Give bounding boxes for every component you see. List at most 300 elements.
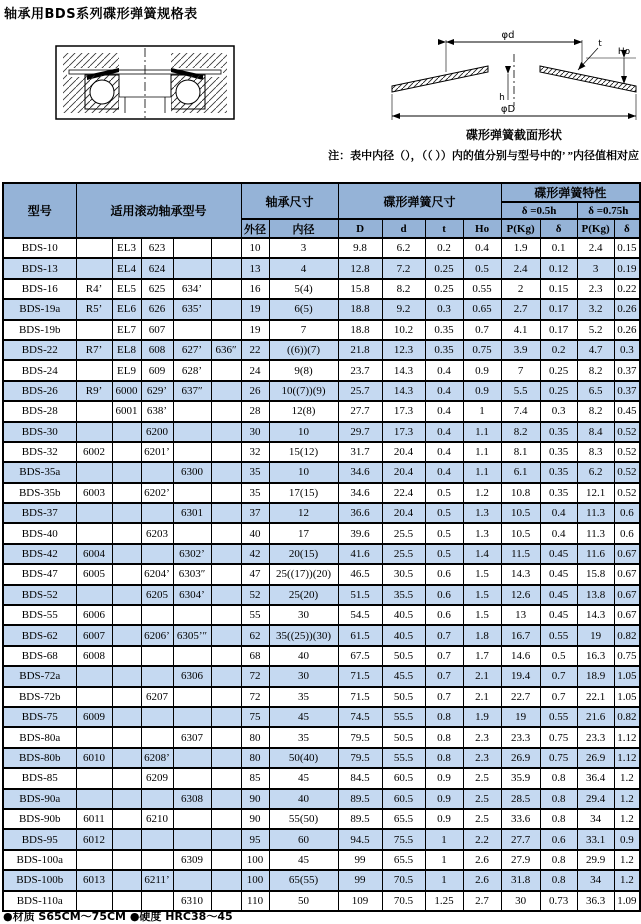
cell-inner-dia: 15(12): [269, 442, 338, 462]
cell-model: BDS-40: [3, 523, 76, 543]
cell-delta-075h: 0.67: [614, 564, 640, 584]
cell-app5: [211, 748, 241, 768]
cell-model: BDS-75: [3, 707, 76, 727]
cell-Ho: 1.7: [463, 646, 501, 666]
cell-outer-dia: 16: [241, 279, 269, 299]
cell-D: 18.8: [338, 299, 382, 319]
cell-app5: [211, 789, 241, 809]
cell-app2: [112, 462, 141, 482]
cell-Ho: 2.5: [463, 809, 501, 829]
cell-delta-075h: 1.2: [614, 809, 640, 829]
cell-app3: [141, 707, 173, 727]
cell-D: 99: [338, 850, 382, 870]
cell-inner-dia: 45: [269, 850, 338, 870]
cell-delta-05h: 0.45: [540, 564, 577, 584]
cell-app5: [211, 768, 241, 788]
cell-outer-dia: 40: [241, 523, 269, 543]
cell-model: BDS-19b: [3, 320, 76, 340]
cell-app5: [211, 829, 241, 849]
cell-P-05h: 2.4: [501, 258, 540, 278]
cell-delta-05h: 0.75: [540, 727, 577, 747]
cell-inner-dia: 25((17))(20): [269, 564, 338, 584]
cell-delta-05h: 0.35: [540, 462, 577, 482]
cell-app2: EL5: [112, 279, 141, 299]
cell-P-075h: 11.3: [577, 523, 614, 543]
header-model: 型号: [3, 183, 76, 238]
dim-label-t: t: [598, 39, 602, 49]
cell-delta-05h: 0.8: [540, 870, 577, 890]
cell-d: 50.5: [382, 687, 425, 707]
cell-app1: R9’: [76, 381, 112, 401]
cell-outer-dia: 13: [241, 258, 269, 278]
cell-D: 31.7: [338, 442, 382, 462]
cell-P-075h: 12.1: [577, 483, 614, 503]
cell-inner-dia: 45: [269, 768, 338, 788]
header-delta-075h: δ =0.75h: [577, 202, 640, 219]
cell-model: BDS-100b: [3, 870, 76, 890]
cell-app4: 627’: [173, 340, 211, 360]
cell-model: BDS-110a: [3, 891, 76, 911]
cell-model: BDS-80a: [3, 727, 76, 747]
cell-app3: [141, 503, 173, 523]
cell-app5: [211, 523, 241, 543]
cell-app5: [211, 687, 241, 707]
cell-delta-075h: 0.3: [614, 340, 640, 360]
cell-outer-dia: 110: [241, 891, 269, 911]
cell-app4: [173, 483, 211, 503]
cell-inner-dia: 10: [269, 462, 338, 482]
cell-outer-dia: 95: [241, 829, 269, 849]
cell-t: 0.7: [425, 666, 463, 686]
cell-inner-dia: 10: [269, 422, 338, 442]
cell-app4: [173, 768, 211, 788]
header-delta-05h: δ =0.5h: [501, 202, 577, 219]
cell-inner-dia: 65(55): [269, 870, 338, 890]
cell-outer-dia: 19: [241, 299, 269, 319]
cell-delta-05h: 0.3: [540, 401, 577, 421]
table-row: [3, 401, 640, 421]
cell-P-05h: 2: [501, 279, 540, 299]
cell-Ho: 1.5: [463, 585, 501, 605]
cell-d: 7.2: [382, 258, 425, 278]
cell-app2: [112, 850, 141, 870]
cell-app2: [112, 442, 141, 462]
cell-app1: [76, 727, 112, 747]
cell-delta-075h: 0.6: [614, 523, 640, 543]
cell-D: 15.8: [338, 279, 382, 299]
cell-D: 67.5: [338, 646, 382, 666]
cell-D: 12.8: [338, 258, 382, 278]
cell-delta-075h: 0.75: [614, 646, 640, 666]
cell-t: 1: [425, 870, 463, 890]
cell-app1: [76, 850, 112, 870]
cell-app4: [173, 238, 211, 258]
cell-app1: [76, 768, 112, 788]
cell-outer-dia: 62: [241, 625, 269, 645]
cell-inner-dia: 40: [269, 646, 338, 666]
cell-P-075h: 26.9: [577, 748, 614, 768]
cell-delta-05h: 0.1: [540, 238, 577, 258]
cell-model: BDS-90b: [3, 809, 76, 829]
cell-app2: [112, 666, 141, 686]
cell-D: 29.7: [338, 422, 382, 442]
cell-inner-dia: 50(40): [269, 748, 338, 768]
cell-P-075h: 22.1: [577, 687, 614, 707]
cell-app3: [141, 829, 173, 849]
cell-app1: 6008: [76, 646, 112, 666]
table-row: [3, 646, 640, 666]
cell-delta-05h: 0.17: [540, 320, 577, 340]
header-delta-075h-col: δ: [614, 219, 640, 238]
cell-delta-075h: 0.67: [614, 544, 640, 564]
cell-t: 0.7: [425, 625, 463, 645]
cell-outer-dia: 37: [241, 503, 269, 523]
cell-delta-075h: 0.6: [614, 503, 640, 523]
cell-app3: 6209: [141, 768, 173, 788]
cell-app4: [173, 523, 211, 543]
cell-D: 34.6: [338, 483, 382, 503]
cell-inner-dia: 45: [269, 707, 338, 727]
cell-d: 10.2: [382, 320, 425, 340]
cell-delta-05h: 0.25: [540, 381, 577, 401]
cell-inner-dia: 35((25))(30): [269, 625, 338, 645]
cell-app2: [112, 503, 141, 523]
header-spring-characteristics: 碟形弹簧特性: [501, 183, 640, 202]
cell-model: BDS-26: [3, 381, 76, 401]
cell-d: 70.5: [382, 891, 425, 911]
cell-app3: 607: [141, 320, 173, 340]
cell-delta-05h: 0.6: [540, 829, 577, 849]
cell-D: 34.6: [338, 462, 382, 482]
cell-d: 65.5: [382, 850, 425, 870]
cell-P-075h: 16.3: [577, 646, 614, 666]
cell-t: 0.5: [425, 483, 463, 503]
cell-outer-dia: 19: [241, 320, 269, 340]
cell-app5: [211, 564, 241, 584]
cell-d: 75.5: [382, 829, 425, 849]
cell-inner-dia: 40: [269, 789, 338, 809]
cell-d: 50.5: [382, 646, 425, 666]
cell-P-05h: 10.8: [501, 483, 540, 503]
cell-app1: R4’: [76, 279, 112, 299]
table-row: [3, 381, 640, 401]
cell-delta-075h: 0.52: [614, 483, 640, 503]
cell-P-05h: 22.7: [501, 687, 540, 707]
cell-app4: 637″: [173, 381, 211, 401]
cell-t: 0.8: [425, 707, 463, 727]
header-spring-size: 碟形弹簧尺寸: [338, 183, 501, 219]
cell-outer-dia: 35: [241, 483, 269, 503]
cell-delta-05h: 0.55: [540, 625, 577, 645]
cell-t: 0.35: [425, 320, 463, 340]
cell-Ho: 1.9: [463, 707, 501, 727]
cell-outer-dia: 85: [241, 768, 269, 788]
cell-app2: [112, 564, 141, 584]
cell-P-075h: 3: [577, 258, 614, 278]
cell-Ho: 2.3: [463, 727, 501, 747]
cell-Ho: 1: [463, 401, 501, 421]
cell-outer-dia: 68: [241, 646, 269, 666]
cell-app1: [76, 585, 112, 605]
cell-delta-05h: 0.73: [540, 891, 577, 911]
cell-app2: [112, 870, 141, 890]
cell-app4: [173, 258, 211, 278]
cell-D: 109: [338, 891, 382, 911]
cell-app3: [141, 666, 173, 686]
cell-t: 0.25: [425, 279, 463, 299]
cell-P-05h: 7.4: [501, 401, 540, 421]
cell-app3: [141, 850, 173, 870]
cell-delta-05h: 0.35: [540, 422, 577, 442]
cell-P-075h: 34: [577, 809, 614, 829]
cell-d: 25.5: [382, 544, 425, 564]
cell-inner-dia: 25(20): [269, 585, 338, 605]
cell-delta-075h: 1.2: [614, 850, 640, 870]
cell-P-075h: 11.3: [577, 503, 614, 523]
table-row: [3, 544, 640, 564]
cell-Ho: 2.1: [463, 687, 501, 707]
cell-P-05h: 12.6: [501, 585, 540, 605]
cell-app1: 6009: [76, 707, 112, 727]
cell-P-05h: 1.9: [501, 238, 540, 258]
cell-delta-05h: 0.8: [540, 789, 577, 809]
cell-d: 50.5: [382, 727, 425, 747]
cell-Ho: 1.5: [463, 564, 501, 584]
table-row: [3, 299, 640, 319]
cell-d: 12.3: [382, 340, 425, 360]
table-row: [3, 870, 640, 890]
cell-outer-dia: 90: [241, 809, 269, 829]
cell-t: 0.4: [425, 462, 463, 482]
cell-app1: 6004: [76, 544, 112, 564]
cell-app3: 6203: [141, 523, 173, 543]
cell-app1: [76, 238, 112, 258]
cell-inner-dia: 3: [269, 238, 338, 258]
header-applicable-bearings: 适用滚动轴承型号: [76, 183, 241, 238]
cell-d: 8.2: [382, 279, 425, 299]
cell-app5: 636″: [211, 340, 241, 360]
cell-app5: [211, 544, 241, 564]
cell-t: 0.5: [425, 523, 463, 543]
cell-t: 0.6: [425, 564, 463, 584]
cell-app4: [173, 422, 211, 442]
cell-Ho: 1.5: [463, 605, 501, 625]
cell-app4: [173, 809, 211, 829]
table-note: 注：表中内径（），（（ ））内的值分别与型号中的’ ”内径值相对应: [328, 150, 639, 162]
cell-Ho: 0.9: [463, 360, 501, 380]
cell-inner-dia: 10((7))(9): [269, 381, 338, 401]
cell-app5: [211, 707, 241, 727]
cell-Ho: 0.75: [463, 340, 501, 360]
cell-delta-05h: 0.7: [540, 666, 577, 686]
cell-D: 39.6: [338, 523, 382, 543]
table-row: [3, 523, 640, 543]
cell-outer-dia: 52: [241, 585, 269, 605]
cell-inner-dia: 6(5): [269, 299, 338, 319]
cell-P-075h: 2.4: [577, 238, 614, 258]
cell-t: 0.5: [425, 544, 463, 564]
cell-model: BDS-19a: [3, 299, 76, 319]
cell-P-05h: 6.1: [501, 462, 540, 482]
cell-Ho: 2.7: [463, 891, 501, 911]
cell-delta-075h: 1.09: [614, 891, 640, 911]
cell-app5: [211, 299, 241, 319]
cell-outer-dia: 30: [241, 422, 269, 442]
cell-delta-075h: 0.26: [614, 299, 640, 319]
table-row: [3, 238, 640, 258]
cell-delta-075h: 1.2: [614, 768, 640, 788]
cell-app4: [173, 320, 211, 340]
cell-app4: 628’: [173, 360, 211, 380]
cell-app5: [211, 279, 241, 299]
cell-app4: 6307: [173, 727, 211, 747]
cell-app5: [211, 646, 241, 666]
cell-app3: 6201’: [141, 442, 173, 462]
cell-delta-075h: 1.12: [614, 748, 640, 768]
cell-app3: 6202’: [141, 483, 173, 503]
cell-d: 55.5: [382, 707, 425, 727]
table-row: [3, 279, 640, 299]
cell-delta-075h: 0.37: [614, 381, 640, 401]
cell-inner-dia: 12: [269, 503, 338, 523]
cell-app2: [112, 523, 141, 543]
table-row: [3, 809, 640, 829]
table-row: [3, 340, 640, 360]
table-row: [3, 503, 640, 523]
cell-D: 9.8: [338, 238, 382, 258]
dim-label-h: h: [499, 93, 505, 103]
cell-delta-05h: 0.35: [540, 442, 577, 462]
cell-delta-075h: 0.82: [614, 625, 640, 645]
cell-D: 99: [338, 870, 382, 890]
cell-delta-075h: 0.67: [614, 585, 640, 605]
cell-app5: [211, 360, 241, 380]
cell-delta-075h: 0.67: [614, 605, 640, 625]
table-row: [3, 850, 640, 870]
table-row: [3, 320, 640, 340]
cell-outer-dia: 26: [241, 381, 269, 401]
cell-Ho: 2.6: [463, 870, 501, 890]
cell-P-05h: 35.9: [501, 768, 540, 788]
cell-inner-dia: 30: [269, 605, 338, 625]
cell-t: 0.9: [425, 768, 463, 788]
cell-app3: 6200: [141, 422, 173, 442]
cell-delta-075h: 0.15: [614, 238, 640, 258]
cell-app1: [76, 462, 112, 482]
cell-model: BDS-16: [3, 279, 76, 299]
cell-model: BDS-42: [3, 544, 76, 564]
cell-app2: EL3: [112, 238, 141, 258]
cell-model: BDS-32: [3, 442, 76, 462]
cell-d: 17.3: [382, 422, 425, 442]
cell-P-05h: 13: [501, 605, 540, 625]
cell-app1: [76, 258, 112, 278]
cell-Ho: 1.1: [463, 422, 501, 442]
cell-P-05h: 14.6: [501, 646, 540, 666]
cell-delta-05h: 0.7: [540, 687, 577, 707]
cell-P-075h: 8.4: [577, 422, 614, 442]
cell-D: 51.5: [338, 585, 382, 605]
cell-t: 0.2: [425, 238, 463, 258]
cell-model: BDS-47: [3, 564, 76, 584]
cell-Ho: 2.2: [463, 829, 501, 849]
cell-app5: [211, 850, 241, 870]
cell-app2: [112, 829, 141, 849]
cell-app1: 6013: [76, 870, 112, 890]
cell-app4: 6302’: [173, 544, 211, 564]
cell-inner-dia: 17: [269, 523, 338, 543]
cell-app4: [173, 401, 211, 421]
cell-model: BDS-52: [3, 585, 76, 605]
cell-P-05h: 14.3: [501, 564, 540, 584]
cell-D: 23.7: [338, 360, 382, 380]
cell-outer-dia: 24: [241, 360, 269, 380]
cell-inner-dia: 12(8): [269, 401, 338, 421]
cell-t: 0.8: [425, 748, 463, 768]
cell-Ho: 2.5: [463, 789, 501, 809]
cell-delta-05h: 0.35: [540, 483, 577, 503]
disc-spring-section-diagram: [388, 28, 640, 126]
cell-app5: [211, 320, 241, 340]
cell-delta-05h: 0.2: [540, 340, 577, 360]
cell-app5: [211, 605, 241, 625]
cell-app5: [211, 442, 241, 462]
cell-app1: [76, 360, 112, 380]
cell-P-05h: 19: [501, 707, 540, 727]
cell-delta-075h: 1.05: [614, 666, 640, 686]
cell-t: 0.8: [425, 727, 463, 747]
cell-d: 17.3: [382, 401, 425, 421]
cell-app2: 6000: [112, 381, 141, 401]
table-row: [3, 789, 640, 809]
cell-d: 45.5: [382, 666, 425, 686]
cell-P-075h: 15.8: [577, 564, 614, 584]
cell-P-05h: 23.3: [501, 727, 540, 747]
cell-d: 35.5: [382, 585, 425, 605]
spring-diagram-caption: 碟形弹簧截面形状: [465, 128, 562, 142]
cell-delta-075h: 0.82: [614, 707, 640, 727]
cell-P-05h: 10.5: [501, 523, 540, 543]
cell-t: 1: [425, 829, 463, 849]
cell-delta-075h: 0.52: [614, 442, 640, 462]
cell-P-075h: 29.9: [577, 850, 614, 870]
table-row: [3, 360, 640, 380]
cell-app2: EL6: [112, 299, 141, 319]
cell-outer-dia: 28: [241, 401, 269, 421]
cell-delta-05h: 0.25: [540, 360, 577, 380]
cell-app3: 609: [141, 360, 173, 380]
cell-P-05h: 30: [501, 891, 540, 911]
bearing-assembly-diagram: [55, 45, 235, 121]
cell-P-05h: 26.9: [501, 748, 540, 768]
cell-app1: 6012: [76, 829, 112, 849]
table-row: [3, 442, 640, 462]
cell-inner-dia: 50: [269, 891, 338, 911]
cell-Ho: 2.3: [463, 748, 501, 768]
dim-label-phi-D: φD: [500, 104, 516, 115]
cell-outer-dia: 90: [241, 789, 269, 809]
cell-d: 40.5: [382, 605, 425, 625]
cell-delta-05h: 0.45: [540, 605, 577, 625]
table-row: [3, 666, 640, 686]
cell-app5: [211, 258, 241, 278]
cell-app3: [141, 605, 173, 625]
table-row: [3, 605, 640, 625]
cell-app1: [76, 422, 112, 442]
cell-app4: 6300: [173, 462, 211, 482]
cell-inner-dia: ((6))(7): [269, 340, 338, 360]
cell-Ho: 1.3: [463, 503, 501, 523]
